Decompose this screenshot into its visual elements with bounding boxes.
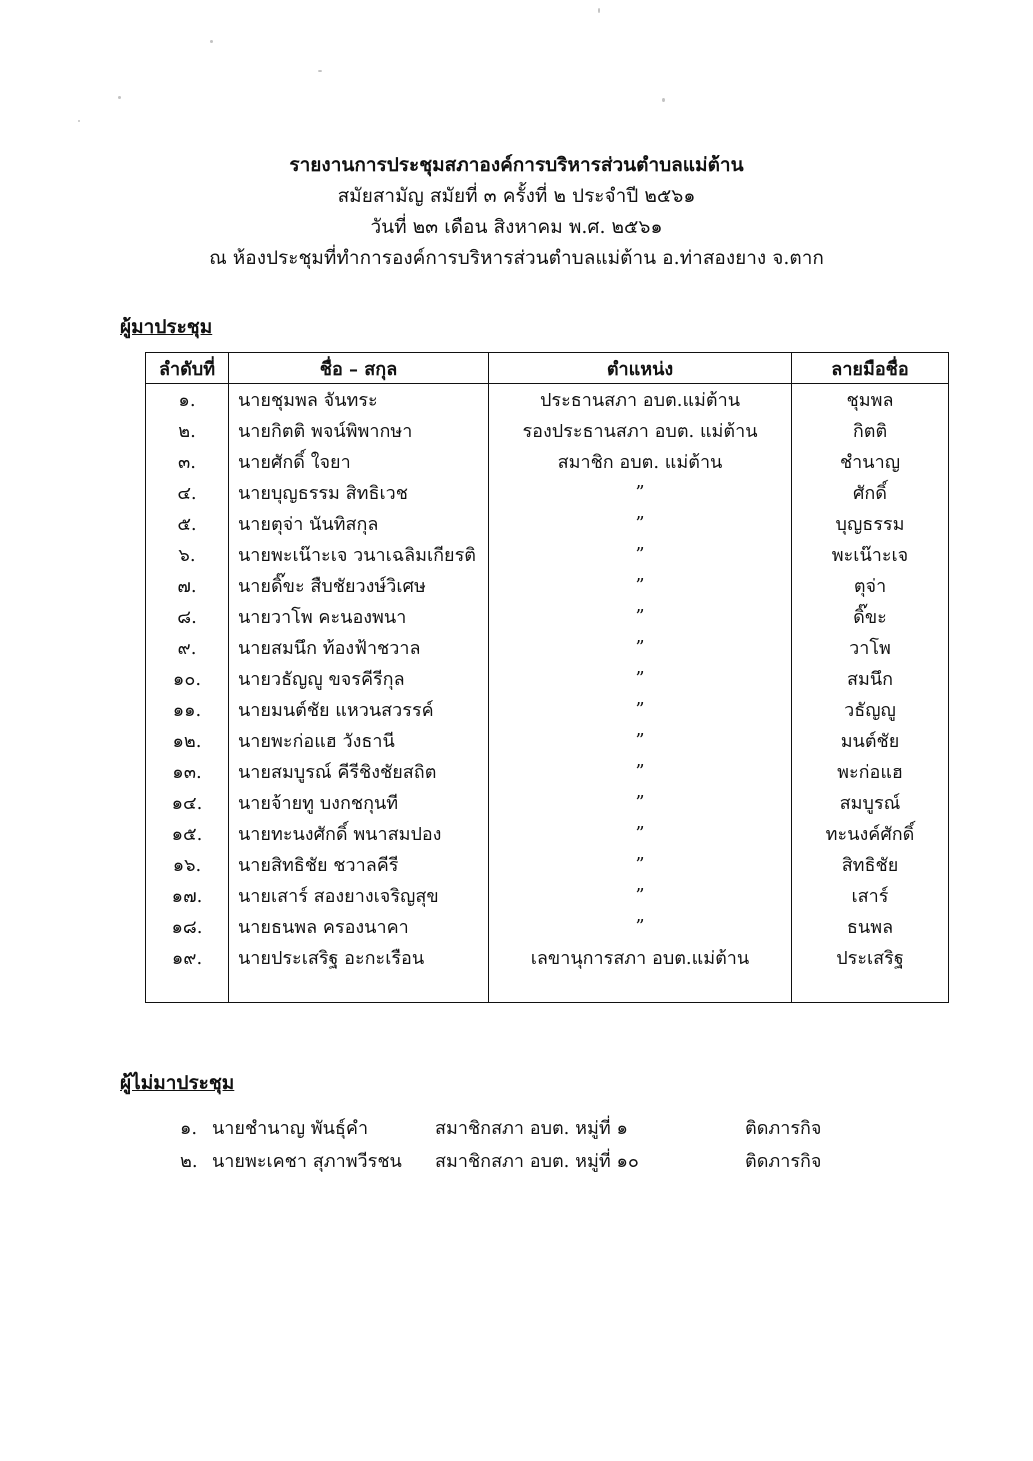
empty-cell: [792, 973, 949, 1003]
member-name: นายศักดิ์ ใจยา: [229, 446, 489, 477]
date-line: วันที่ ๒๓ เดือน สิงหาคม พ.ศ. ๒๕๖๑: [370, 216, 663, 238]
member-signature: วธัญญู: [792, 694, 949, 725]
table-filler-row: [146, 973, 949, 1003]
member-position: ”: [489, 880, 792, 911]
document-title: รายงานการประชุมสภาองค์การบริหารส่วนตำบลแม่ต้าน: [289, 154, 744, 176]
member-name: นายสมบูรณ์ คีรีชิงชัยสถิต: [229, 756, 489, 787]
member-position: ”: [489, 849, 792, 880]
member-position: ประธานสภา อบต.แม่ต้าน: [489, 384, 792, 416]
venue-line: ณ ห้องประชุมที่ทำการองค์การบริหารส่วนตำบลแม่ต้าน อ.ท่าสองยาง จ.ตาก: [209, 247, 824, 269]
row-number: ๑๑.: [146, 694, 229, 725]
row-number: ๓.: [146, 446, 229, 477]
attendees-heading: ผู้มาประชุม: [120, 316, 213, 338]
row-number: ๗.: [146, 570, 229, 601]
member-name: นายมนต์ชัย แหวนสวรรค์: [229, 694, 489, 725]
member-signature: พะเน๊าะเจ: [792, 539, 949, 570]
member-signature: กิตติ: [792, 415, 949, 446]
row-number: ๘.: [146, 601, 229, 632]
row-number: ๙.: [146, 632, 229, 663]
member-name: นายดิ๊ขะ สืบชัยวงษ์วิเศษ: [229, 570, 489, 601]
row-number: ๔.: [146, 477, 229, 508]
member-position: ”: [489, 570, 792, 601]
member-position: ”: [489, 632, 792, 663]
member-signature: บุญธรรม: [792, 508, 949, 539]
member-position: ”: [489, 756, 792, 787]
table-row: [146, 787, 949, 818]
row-number: ๑๐.: [146, 663, 229, 694]
member-signature: ดิ๊ขะ: [792, 601, 949, 632]
table-row: [146, 601, 949, 632]
column-header-position: ตำแหน่ง: [489, 353, 792, 384]
member-position: ”: [489, 725, 792, 756]
member-position: เลขานุการสภา อบต.แม่ต้าน: [489, 942, 792, 973]
member-signature: สิทธิชัย: [792, 849, 949, 880]
member-signature: เสาร์: [792, 880, 949, 911]
absentee-name: นายชำนาญ พันธุ์คำ: [212, 1118, 369, 1139]
member-position: ”: [489, 539, 792, 570]
table-row: [146, 570, 949, 601]
table-row: [146, 415, 949, 446]
table-row: [146, 880, 949, 911]
empty-cell: [489, 973, 792, 1003]
member-name: นายสมนึก ท้องฟ้าชวาล: [229, 632, 489, 663]
member-signature: ตุจ่า: [792, 570, 949, 601]
row-number: ๑๘.: [146, 911, 229, 942]
member-name: นายวาโพ คะนองพนา: [229, 601, 489, 632]
empty-cell: [229, 973, 489, 1003]
row-number: ๖.: [146, 539, 229, 570]
member-position: รองประธานสภา อบต. แม่ต้าน: [489, 415, 792, 446]
member-position: สมาชิก อบต. แม่ต้าน: [489, 446, 792, 477]
absentee-position: สมาชิกสภา อบต. หมู่ที่ ๑๐: [435, 1151, 639, 1172]
member-position: ”: [489, 508, 792, 539]
member-signature: ประเสริฐ: [792, 942, 949, 973]
column-header-signature: ลายมือชื่อ: [792, 353, 949, 384]
row-number: ๑๕.: [146, 818, 229, 849]
member-signature: ชำนาญ: [792, 446, 949, 477]
member-position: ”: [489, 911, 792, 942]
table-row: [146, 539, 949, 570]
session-line: สมัยสามัญ สมัยที่ ๓ ครั้งที่ ๒ ประจำปี ๒๕๖๑: [337, 185, 696, 207]
document-header: [0, 150, 1033, 274]
row-number: ๑๔.: [146, 787, 229, 818]
scan-speck: [598, 8, 600, 13]
table-row: [146, 942, 949, 973]
scan-speck: [210, 40, 213, 43]
member-name: นายชุมพล จันทระ: [229, 384, 489, 416]
table-row: [146, 911, 949, 942]
member-signature: สมนึก: [792, 663, 949, 694]
member-signature: พะก่อแฮ: [792, 756, 949, 787]
table-row: [146, 384, 949, 416]
member-position: ”: [489, 818, 792, 849]
row-number: ๑๙.: [146, 942, 229, 973]
absentee-number: ๑.: [180, 1118, 198, 1139]
scan-speck: [78, 120, 80, 122]
row-number: ๒.: [146, 415, 229, 446]
row-number: ๑๓.: [146, 756, 229, 787]
absentee-reason: ติดภารกิจ: [745, 1151, 822, 1172]
table-header-row: [146, 353, 949, 384]
scan-speck: [662, 98, 665, 102]
member-name: นายตุจ่า นันทิสกุล: [229, 508, 489, 539]
table-row: [146, 477, 949, 508]
column-header-name: ชื่อ – สกุล: [229, 353, 489, 384]
table-row: [146, 818, 949, 849]
scan-speck: [118, 96, 121, 99]
column-header-no: ลำดับที่: [146, 353, 229, 384]
member-name: นายประเสริฐ อะกะเรือน: [229, 942, 489, 973]
table-row: [146, 725, 949, 756]
member-name: นายเสาร์ สองยางเจริญสุข: [229, 880, 489, 911]
table-row: [146, 632, 949, 663]
row-number: ๑.: [146, 384, 229, 416]
member-signature: ทะนงค์ศักดิ์: [792, 818, 949, 849]
member-name: นายบุญธรรม สิทธิเวช: [229, 477, 489, 508]
table-row: [146, 849, 949, 880]
table-row: [146, 756, 949, 787]
member-position: ”: [489, 694, 792, 725]
table-row: [146, 446, 949, 477]
row-number: ๕.: [146, 508, 229, 539]
absentees-heading: ผู้ไม่มาประชุม: [120, 1072, 235, 1094]
absentee-position: สมาชิกสภา อบต. หมู่ที่ ๑: [435, 1118, 628, 1139]
table-row: [146, 694, 949, 725]
member-signature: ชุมพล: [792, 384, 949, 416]
member-signature: ศักดิ์: [792, 477, 949, 508]
absentee-number: ๒.: [180, 1151, 198, 1172]
member-name: นายกิตติ พจน์พิพากษา: [229, 415, 489, 446]
table-row: [146, 663, 949, 694]
scan-speck: [318, 70, 322, 72]
row-number: ๑๖.: [146, 849, 229, 880]
attendees-table-body: [146, 384, 949, 1003]
member-signature: วาโพ: [792, 632, 949, 663]
member-signature: มนต์ชัย: [792, 725, 949, 756]
member-signature: ธนพล: [792, 911, 949, 942]
row-number: ๑๒.: [146, 725, 229, 756]
row-number: ๑๗.: [146, 880, 229, 911]
table-row: [146, 508, 949, 539]
member-name: นายทะนงศักดิ์ พนาสมปอง: [229, 818, 489, 849]
member-name: นายวธัญญู ขจรคีรีกุล: [229, 663, 489, 694]
absentee-reason: ติดภารกิจ: [745, 1118, 822, 1139]
member-position: ”: [489, 663, 792, 694]
member-name: นายจ้ายทู บงกชกุนที: [229, 787, 489, 818]
member-position: ”: [489, 601, 792, 632]
member-name: นายพะเน๊าะเจ วนาเฉลิมเกียรติ: [229, 539, 489, 570]
attendees-table: [145, 352, 949, 1003]
member-position: ”: [489, 477, 792, 508]
absentee-name: นายพะเคชา สุภาพวีรชน: [212, 1151, 402, 1172]
member-name: นายพะก่อแฮ วังธานี: [229, 725, 489, 756]
member-name: นายธนพล ครองนาคา: [229, 911, 489, 942]
empty-cell: [146, 973, 229, 1003]
member-name: นายสิทธิชัย ชวาลคีรี: [229, 849, 489, 880]
member-signature: สมบูรณ์: [792, 787, 949, 818]
member-position: ”: [489, 787, 792, 818]
